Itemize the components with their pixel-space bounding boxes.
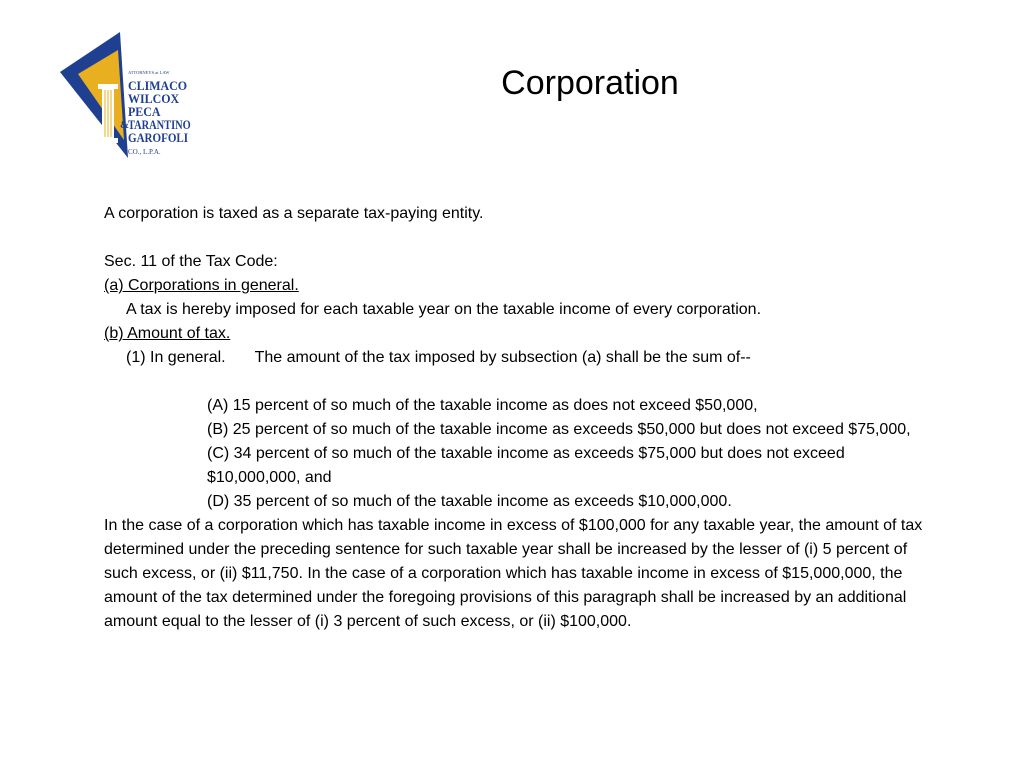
rate-item-d: (D) 35 percent of so much of the taxable income as exceeds $10,000,000. [207,493,732,510]
subsection-a-heading: (a) Corporations in general. [104,277,299,294]
firm-logo [58,30,198,162]
slide-title: Corporation [501,64,679,102]
rate-item-c: (C) 34 percent of so much of the taxable income as exceeds $75,000 but does not exceed $10,000,000, and [207,445,850,486]
rate-item-a: (A) 15 percent of so much of the taxable income as does not exceed $50,000, [207,397,758,414]
logo-name-3: PECA [128,104,161,120]
paragraph-1-text: The amount of the tax imposed by subsection (a) shall be the sum of-- [254,349,751,366]
section-heading: Sec. 11 of the Tax Code: [104,253,278,270]
subsection-b-heading: b) Amount of tax. [109,325,231,342]
subsection-b-paren: ( [104,325,110,342]
subsection-a-text: A tax is hereby imposed for each taxable year on the taxable income of every corporation. [126,301,762,318]
logo-ampersand: & [120,119,130,131]
intro-text: A corporation is taxed as a separate tax-paying entity. [104,205,484,222]
rate-item-b: (B) 25 percent of so much of the taxable income as exceeds $50,000 but does not exceed $75,000, [207,421,911,438]
logo-top-text: ATTORNEYS at LAW [128,70,170,75]
paragraph-1-label: (1) In general. [126,349,226,366]
paragraph-1-row [104,346,932,370]
subsection-b-heading-row [104,322,932,346]
logo-name-2: WILCOX [128,91,180,107]
slide-body [104,202,932,634]
logo-name-4: TARANTINO [128,117,191,133]
closing-paragraph: In the case of a corporation which has taxable income in excess of $100,000 for any taxable year, the amount of tax determined under the preceding sentence for such taxable year shall be increased by the lesser of (i) 5 percent of such excess, or (ii) $11,750. In the case of a corporation which has taxable income in excess of $15,000,000, the amount of the tax determined under the foregoing provisions of this paragraph shall be increased by an additional amount equal to the lesser of (i) 3 percent of such excess, or (ii) $100,000. [104,517,927,630]
logo-name-5: GAROFOLI [128,130,189,146]
logo-name-1: CLIMACO [128,78,188,94]
logo-suffix: CO., L.P.A. [128,148,161,156]
